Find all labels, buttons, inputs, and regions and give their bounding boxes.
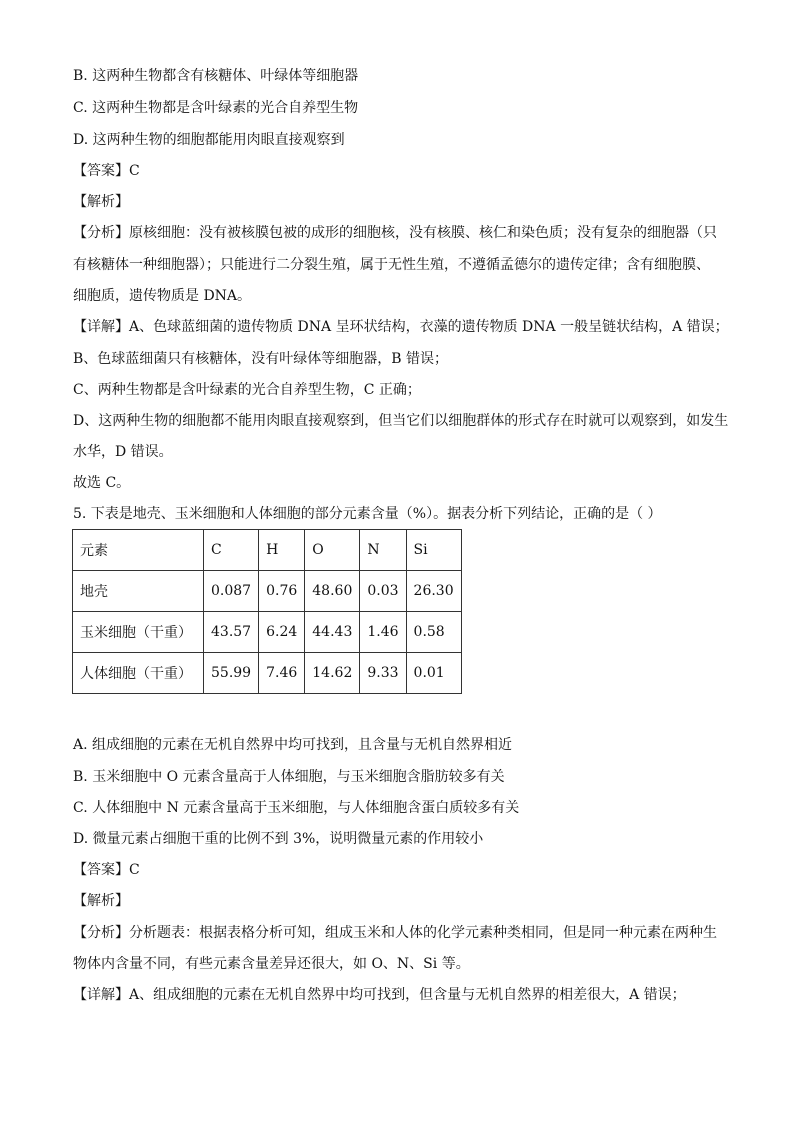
table-cell: 0.76 — [259, 571, 305, 612]
q5-stem: 5. 下表是地壳、玉米细胞和人体细胞的部分元素含量（%）。据表分析下列结论，正确的是（ ） — [73, 506, 662, 522]
q4-option-d: D. 这两种生物的细胞都能用肉眼直接观察到 — [73, 132, 345, 148]
table-header-row — [73, 530, 462, 571]
table-header-cell: 元素 — [73, 530, 204, 571]
q5-analysis-label: 【解析】 — [73, 893, 129, 909]
table-cell: 7.46 — [259, 653, 305, 694]
q5-option-a: A. 组成细胞的元素在无机自然界中均可找到，且含量与无机自然界相近 — [73, 737, 513, 753]
table-cell: 55.99 — [204, 653, 259, 694]
q4-detail-line: D、这两种生物的细胞都不能用肉眼直接观察到，但当它们以细胞群体的形式存在时就可以观察到，如发生 — [73, 413, 729, 429]
q4-detail-line: 【详解】A、色球蓝细菌的遗传物质 DNA 呈环状结构，衣藻的遗传物质 DNA 一般呈链状结构，A 错误； — [73, 319, 729, 335]
q5-detail-line: 【详解】A、组成细胞的元素在无机自然界中均可找到，但含量与无机自然界的相差很大，A 错误； — [73, 987, 686, 1003]
q4-option-b: B. 这两种生物都含有核糖体、叶绿体等细胞器 — [73, 68, 359, 84]
element-content-table — [72, 529, 462, 694]
table-row — [73, 571, 462, 612]
q4-analysis-line: 有核糖体一种细胞器）；只能进行二分裂生殖，属于无性生殖，不遵循孟德尔的遗传定律；含有细胞膜、 — [73, 257, 710, 273]
q4-option-c: C. 这两种生物都是含叶绿素的光合自养型生物 — [73, 100, 359, 116]
q4-answer: 【答案】C — [73, 163, 140, 179]
table-cell: 9.33 — [360, 653, 406, 694]
table-cell: 14.62 — [305, 653, 360, 694]
table-cell: 玉米细胞（干重） — [73, 612, 204, 653]
table-cell: 0.58 — [406, 612, 461, 653]
table-cell: 48.60 — [305, 571, 360, 612]
table-cell: 44.43 — [305, 612, 360, 653]
q5-analysis-line: 物体内含量不同，有些元素含量差异还很大，如 O、N、Si 等。 — [73, 956, 470, 972]
table-cell: 26.30 — [406, 571, 461, 612]
table-header-cell: N — [360, 530, 406, 571]
table-row — [73, 653, 462, 694]
q4-detail-line: 故选 C。 — [73, 475, 131, 491]
table-cell: 人体细胞（干重） — [73, 653, 204, 694]
q4-detail-line: 水华，D 错误。 — [73, 444, 173, 460]
q4-detail-line: B、色球蓝细菌只有核糖体，没有叶绿体等细胞器，B 错误； — [73, 351, 449, 367]
q4-analysis-line: 【分析】原核细胞：没有被核膜包被的成形的细胞核，没有核膜、核仁和染色质；没有复杂的细胞器（只 — [73, 225, 717, 241]
q5-option-d: D. 微量元素占细胞干重的比例不到 3%，说明微量元素的作用较小 — [73, 831, 484, 847]
table-header-cell: Si — [406, 530, 461, 571]
q5-option-b: B. 玉米细胞中 O 元素含量高于人体细胞，与玉米细胞含脂肪较多有关 — [73, 769, 505, 785]
table-cell: 0.03 — [360, 571, 406, 612]
table-cell: 43.57 — [204, 612, 259, 653]
q5-answer: 【答案】C — [73, 862, 140, 878]
table-cell: 0.087 — [204, 571, 259, 612]
table-cell: 6.24 — [259, 612, 305, 653]
table-header-cell: O — [305, 530, 360, 571]
table-cell: 1.46 — [360, 612, 406, 653]
table-header-cell: C — [204, 530, 259, 571]
q4-analysis-label: 【解析】 — [73, 194, 129, 210]
table-row — [73, 612, 462, 653]
table-cell: 0.01 — [406, 653, 461, 694]
table-cell: 地壳 — [73, 571, 204, 612]
q5-analysis-line: 【分析】分析题表：根据表格分析可知，组成玉米和人体的化学元素种类相同，但是同一种元素在两种生 — [73, 925, 717, 941]
q5-option-c: C. 人体细胞中 N 元素含量高于玉米细胞，与人体细胞含蛋白质较多有关 — [73, 800, 520, 816]
q4-analysis-line: 细胞质，遗传物质是 DNA。 — [73, 288, 252, 304]
q4-detail-line: C、两种生物都是含叶绿素的光合自养型生物，C 正确； — [73, 382, 421, 398]
table-header-cell: H — [259, 530, 305, 571]
